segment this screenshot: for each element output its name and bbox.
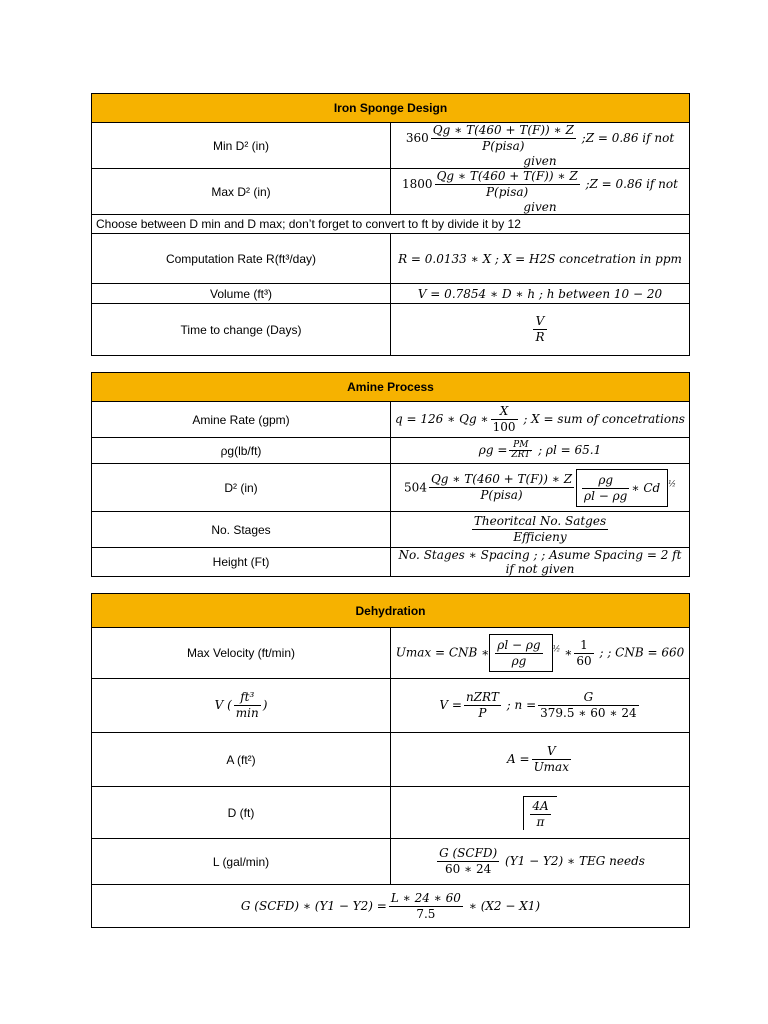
max-velocity-formula: Umax = CNB ∗ $\frac{\rho l - \rho g}{\rho g}$ $^{\frac{1}{2}}$ ∗ $\frac{1}{60}$ ; ; CNB = 660: [391, 628, 690, 679]
area-formula: A = V Umax: [391, 733, 690, 787]
amine-rate-label: Amine Rate (gpm): [92, 402, 391, 438]
l-gal-formula: G (SCFD) 60 ∗ 24 (Y1 − Y2) ∗ TEG needs: [391, 839, 690, 885]
rho-g-formula: ρg = PM ZRT ; ρl = 65.1: [391, 438, 690, 464]
sqrt-symbol: $\frac{4A}{\pi}$: [523, 796, 556, 830]
v-formula: V = nZRT P ; n = $\frac{G}{379.5 ∗ 60 ∗ 24}$: [391, 679, 690, 733]
teg-balance-formula: G (SCFD) ∗ (Y1 − Y2) = $\frac{L ∗ 24 ∗ 60}{7.5}$ ∗ (X2 − X1): [92, 885, 690, 928]
iron-sponge-title: Iron Sponge Design: [92, 94, 690, 123]
min-d2-formula: 360 Qg ∗ T(460 + T(F)) ∗ Z P(pisa) ;Z = 0.86 if not given: [391, 123, 690, 169]
diameter-formula: [391, 787, 690, 839]
rate-formula: R = 0.0133 ∗ X ; X = H2S concetration in ppm: [391, 234, 690, 284]
max-d2-label: Max D² (in): [92, 169, 391, 215]
volume-label: Volume (ft³): [92, 284, 391, 304]
stages-label: No. Stages: [92, 512, 391, 548]
stages-formula: Theoritcal No. Satges Efficieny: [391, 512, 690, 548]
max-d2-formula: 1800 Qg ∗ T(460 + T(F)) ∗ Z P(pisa) ;Z = 0.86 if not given: [391, 169, 690, 215]
area-label: A (ft²): [92, 733, 391, 787]
min-d2-label: Min D² (in): [92, 123, 391, 169]
amine-title: Amine Process: [92, 373, 690, 402]
choose-note: Choose between D min and D max; don’t forget to convert to ft by divide it by 12: [92, 215, 690, 234]
l-gal-label: L (gal/min): [92, 839, 391, 885]
dehydration-title: Dehydration: [92, 594, 690, 628]
time-to-change-label: Time to change (Days): [92, 304, 391, 356]
rho-g-label: ρg(lb/ft): [92, 438, 391, 464]
iron-sponge-table: [91, 93, 690, 356]
diameter-label: D (ft): [92, 787, 391, 839]
time-to-change-formula: $\frac{V}{R}$: [391, 304, 690, 356]
height-label: Height (Ft): [92, 548, 391, 577]
max-velocity-label: Max Velocity (ft/min): [92, 628, 391, 679]
height-formula: No. Stages ∗ Spacing ; ; Asume Spacing = 2 ft if not given: [391, 548, 690, 577]
volume-formula: V = 0.7854 ∗ D ∗ h ; h between 10 − 20: [391, 284, 690, 304]
amine-d2-formula: 504 Qg ∗ T(460 + T(F)) ∗ Z P(pisa) $\frac{\rho g}{\rho l - \rho g}$ ∗ Cd $^{\frac{1}{2}}$: [391, 464, 690, 512]
amine-process-table: [91, 372, 690, 577]
amine-d2-label: D² (in): [92, 464, 391, 512]
v-label: V ( ft³ min ): [92, 679, 391, 733]
dehydration-table: [91, 593, 690, 928]
amine-rate-formula: q = 126 ∗ Qg ∗ $\frac{X}{100}$ ; X = sum of concetrations: [391, 402, 690, 438]
rate-label: Computation Rate R(ft³/day): [92, 234, 391, 284]
